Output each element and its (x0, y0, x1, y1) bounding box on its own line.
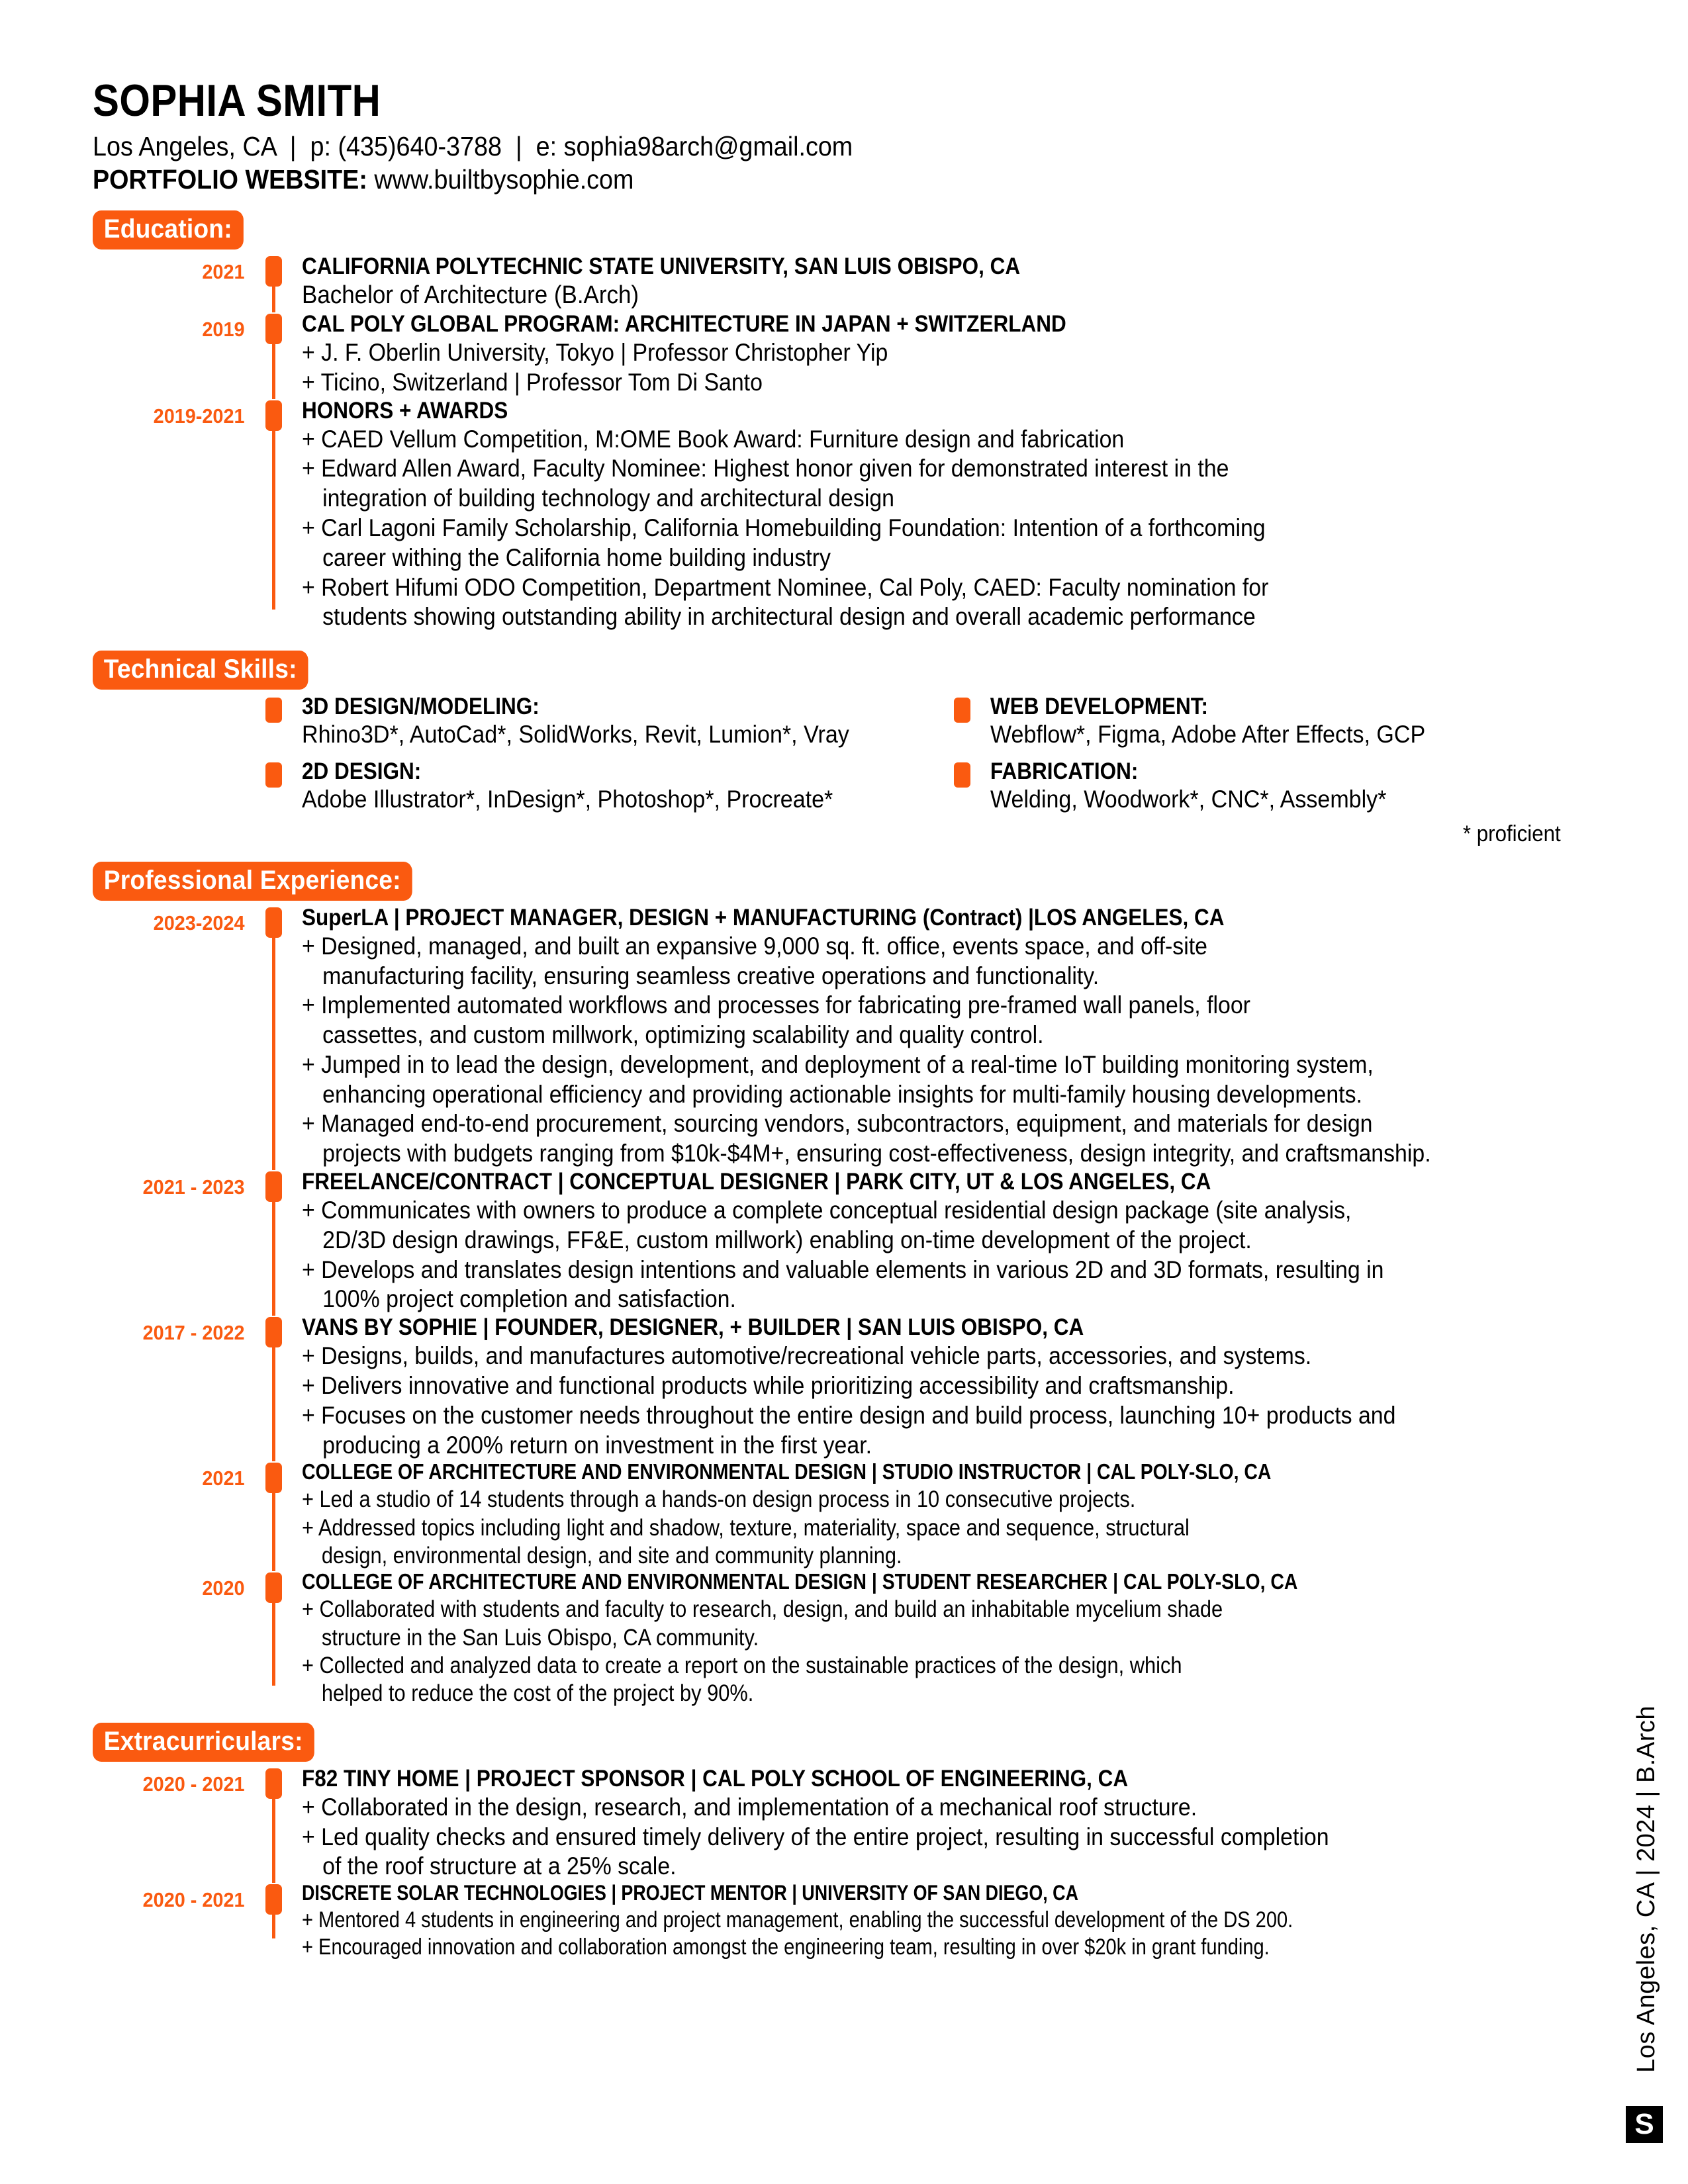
experience-entry (93, 1570, 1589, 1707)
timeline-square-marker-icon (265, 1171, 282, 1202)
timeline-marker-column (258, 1766, 289, 1882)
timeline-marker-column (258, 1570, 289, 1707)
extracurricular-title: F82 TINY HOME | PROJECT SPONSOR | CAL POLY SCHOOL OF ENGINEERING, CA (302, 1765, 1129, 1792)
skill-text-block (289, 694, 897, 749)
extracurricular-date: 2020 - 2021 (142, 1888, 245, 1912)
timeline-connector-line (272, 907, 275, 1170)
skill-category-heading: FABRICATION: (990, 758, 1139, 785)
bullet-line-primary: + Communicates with owners to produce a complete conceptual residential design package (site analysis, (302, 1197, 1352, 1224)
experience-bullet (302, 1514, 1434, 1570)
bullet-line-continued: producing a 200% return on investment in the first year. (322, 1431, 872, 1459)
experience-title: COLLEGE OF ARCHITECTURE AND ENVIRONMENTAL DESIGN | STUDENT RESEARCHER | CAL POLY-SLO, CA (302, 1569, 1298, 1594)
experience-bullet-list (302, 932, 1589, 1169)
bullet-line-primary: + Ticino, Switzerland | Professor Tom Di Santo (302, 368, 763, 396)
bullet-line-primary: + Robert Hifumi ODO Competition, Department Nominee, Cal Poly, CAED: Faculty nomination for (302, 573, 1269, 601)
experience-body (289, 1460, 1589, 1570)
section-education (93, 210, 1589, 250)
skills-footnote: * proficient (1462, 821, 1561, 846)
education-date: 2021 (202, 260, 245, 284)
experience-body (289, 1570, 1589, 1707)
skill-text-block (289, 758, 879, 814)
section-professional-experience (93, 862, 1589, 901)
experience-entry (93, 1169, 1589, 1314)
skill-text-block (977, 758, 1421, 814)
experience-title: VANS BY SOPHIE | FOUNDER, DESIGNER, + BUILDER | SAN LUIS OBISPO, CA (302, 1314, 1084, 1341)
bullet-line-primary: + Focuses on the customer needs throughout the entire design and build process, launching 10+ products and (302, 1401, 1396, 1429)
bullet-line-primary: + Led a studio of 14 students through a hands-on design process in 10 consecutive projects. (302, 1486, 1136, 1513)
timeline-square-marker-icon (265, 1317, 282, 1347)
extracurricular-entry (93, 1766, 1589, 1882)
bullet-line-primary: + Collaborated in the design, research, and implementation of a mechanical roof structure. (302, 1793, 1197, 1821)
experience-bullet (302, 1486, 1434, 1514)
bullet-line-continued: of the roof structure at a 25% scale. (322, 1852, 677, 1880)
timeline-square-marker-icon (265, 314, 282, 344)
education-entry (93, 253, 1589, 311)
experience-bullet (302, 1652, 1434, 1708)
skill-square-marker-icon (947, 694, 977, 749)
bullet-line-continued: integration of building technology and architectural design (322, 484, 894, 512)
extracurricular-bullet (302, 1793, 1479, 1823)
experience-bullet (302, 991, 1479, 1050)
education-body (289, 311, 1589, 398)
education-title: CAL POLY GLOBAL PROGRAM: ARCHITECTURE IN JAPAN + SWITZERLAND (302, 310, 1066, 337)
bullet-line-primary: + J. F. Oberlin University, Tokyo | Professor Christopher Yip (302, 339, 888, 366)
skills-column-right (947, 694, 1635, 824)
bullet-line-primary: + Implemented automated workflows and processes for fabricating pre-framed wall panels, floor (302, 991, 1250, 1019)
experience-date: 2023-2024 (153, 911, 245, 934)
timeline-square-marker-icon (265, 1572, 282, 1603)
signature-logo-icon: S (1626, 2106, 1663, 2143)
experience-bullet (302, 1401, 1479, 1461)
education-bullet (302, 573, 1479, 633)
extracurriculars-list (93, 1766, 1589, 1962)
extracurricular-date: 2020 - 2021 (142, 1772, 245, 1796)
extracurricular-body (289, 1766, 1589, 1882)
education-bullet (302, 514, 1479, 573)
timeline-connector-line (272, 400, 275, 610)
skill-category-heading: 2D DESIGN: (302, 758, 422, 785)
extracurricular-bullet-list (302, 1793, 1589, 1882)
skill-group-left (258, 758, 947, 814)
education-bullet-list (302, 338, 1589, 398)
bullet-line-primary: + Collected and analyzed data to create a report on the sustainable practices of the design, which (302, 1653, 1182, 1679)
extracurricular-bullet (302, 1934, 1402, 1961)
skill-square-marker-icon (258, 694, 289, 749)
skill-category-heading: WEB DEVELOPMENT: (990, 694, 1209, 720)
header (93, 75, 1589, 196)
education-bullet (302, 425, 1479, 455)
portfolio-url[interactable]: www.builtbysophie.com (367, 164, 634, 195)
experience-date: 2017 - 2022 (142, 1321, 245, 1345)
extracurricular-bullet (302, 1823, 1479, 1882)
skill-category-heading: 3D DESIGN/MODELING: (302, 694, 539, 720)
timeline-square-marker-icon (265, 1463, 282, 1493)
bullet-line-primary: + Jumped in to lead the design, development, and deployment of a real-time IoT building monitoring system, (302, 1050, 1374, 1078)
bullet-line-continued: career withing the California home building industry (322, 543, 831, 571)
timeline-marker-column (258, 905, 289, 1169)
section-label-technical-skills: Technical Skills: (93, 651, 308, 690)
timeline-marker-column (258, 311, 289, 398)
education-entry (93, 398, 1589, 633)
bullet-line-continued: structure in the San Luis Obispo, CA community. (321, 1624, 759, 1651)
experience-bullet (302, 1196, 1479, 1255)
experience-bullet-list (302, 1342, 1589, 1460)
skill-group-right (947, 758, 1635, 814)
experience-title: COLLEGE OF ARCHITECTURE AND ENVIRONMENTAL DESIGN | STUDIO INSTRUCTOR | CAL POLY-SLO, CA (302, 1459, 1272, 1484)
bullet-line-primary: + CAED Vellum Competition, M:OME Book Award: Furniture design and fabrication (302, 425, 1125, 453)
bullet-line-primary: + Led quality checks and ensured timely delivery of the entire project, resulting in successful completion (302, 1823, 1329, 1850)
timeline-marker-column (258, 1169, 289, 1314)
bullet-line-continued: 100% project completion and satisfaction. (322, 1285, 736, 1313)
education-list (93, 253, 1589, 632)
portfolio-label: PORTFOLIO WEBSITE: (93, 164, 367, 195)
timeline-marker-column (258, 1882, 289, 1961)
contact-line: Los Angeles, CA | p: (435)640-3788 | e: sophia98arch@gmail.com (93, 131, 853, 161)
experience-entry (93, 905, 1589, 1169)
timeline-square-marker-icon (265, 907, 282, 938)
skill-item-list: Adobe Illustrator*, InDesign*, Photoshop*, Procreate* (302, 786, 833, 813)
experience-bullet-list (302, 1196, 1589, 1314)
skill-text-block (977, 694, 1463, 749)
education-bullet-list (302, 425, 1589, 632)
timeline-marker-column (258, 253, 289, 311)
extracurricular-body (289, 1882, 1589, 1961)
experience-date: 2020 (202, 1576, 245, 1600)
bullet-line-continued: 2D/3D design drawings, FF&E, custom millwork) enabling on-time development of the project. (322, 1226, 1252, 1253)
skill-square-marker-icon (258, 758, 289, 814)
bullet-line-primary: + Develops and translates design intentions and valuable elements in various 2D and 3D formats, resulting in (302, 1255, 1384, 1283)
experience-body (289, 1169, 1589, 1314)
skill-group-left (258, 694, 947, 749)
portfolio-line (93, 163, 1469, 196)
timeline-square-marker-icon (265, 256, 282, 287)
bullet-line-continued: students showing outstanding ability in architectural design and overall academic performance (322, 603, 1256, 631)
bullet-line-primary: + Delivers innovative and functional products while prioritizing accessibility and craftsmanship. (302, 1372, 1235, 1400)
experience-bullet (302, 1109, 1479, 1169)
experience-body (289, 1314, 1589, 1460)
section-extracurriculars (93, 1723, 1589, 1762)
experience-bullet-list (302, 1596, 1589, 1707)
bullet-line-primary: + Edward Allen Award, Faculty Nominee: Highest honor given for demonstrated interest in the (302, 455, 1229, 482)
education-subtitle: Bachelor of Architecture (B.Arch) (302, 281, 639, 310)
education-title: HONORS + AWARDS (302, 397, 508, 424)
experience-date: 2021 (202, 1467, 245, 1490)
timeline-marker-column (258, 398, 289, 633)
experience-bullet (302, 1050, 1479, 1110)
bullet-line-continued: enhancing operational efficiency and providing actionable insights for multi-family housing developments. (322, 1080, 1362, 1108)
bullet-line-continued: design, environmental design, and site and community planning. (321, 1543, 902, 1569)
skills-column-left (258, 694, 947, 824)
extracurricular-entry (93, 1882, 1589, 1961)
experience-bullet-list (302, 1486, 1589, 1570)
experience-bullet (302, 1342, 1479, 1371)
education-title: CALIFORNIA POLYTECHNIC STATE UNIVERSITY, SAN LUIS OBISPO, CA (302, 253, 1021, 280)
education-date: 2019-2021 (153, 404, 245, 428)
experience-entry (93, 1314, 1589, 1460)
timeline-square-marker-icon (265, 400, 282, 431)
section-label-professional-experience: Professional Experience: (93, 862, 412, 901)
education-bullet (302, 454, 1479, 514)
skill-item-list: Webflow*, Figma, Adobe After Effects, GCP (990, 720, 1426, 748)
sidebar-vertical-caption: Los Angeles, CA | 2024 | B.Arch (1632, 1706, 1660, 2073)
experience-date: 2021 - 2023 (142, 1175, 245, 1199)
timeline-square-marker-icon (265, 1884, 282, 1915)
experience-bullet (302, 1596, 1434, 1652)
bullet-line-primary: + Collaborated with students and faculty to research, design, and build an inhabitable mycelium shade (302, 1596, 1223, 1623)
experience-bullet (302, 932, 1479, 991)
section-technical-skills (93, 651, 1589, 690)
skill-item-list: Rhino3D*, AutoCad*, SolidWorks, Revit, Lumion*, Vray (302, 720, 849, 748)
skill-group-right (947, 694, 1635, 749)
education-date: 2019 (202, 317, 245, 341)
bullet-line-primary: + Mentored 4 students in engineering and project management, enabling the successful development of the DS 200. (302, 1907, 1293, 1933)
experience-body (289, 905, 1589, 1169)
bullet-line-continued: helped to reduce the cost of the project by 90%. (321, 1680, 754, 1707)
timeline-marker-column (258, 1460, 289, 1570)
section-label-education: Education: (93, 210, 244, 250)
section-label-extracurriculars: Extracurriculars: (93, 1723, 314, 1762)
education-bullet (302, 368, 1479, 398)
experience-list (93, 905, 1589, 1708)
education-bullet (302, 338, 1479, 368)
education-body (289, 398, 1589, 633)
experience-title: SuperLA | PROJECT MANAGER, DESIGN + MANUFACTURING (Contract) |LOS ANGELES, CA (302, 904, 1225, 931)
bullet-line-continued: manufacturing facility, ensuring seamless creative operations and functionality. (322, 962, 1100, 989)
skill-item-list: Welding, Woodwork*, CNC*, Assembly* (990, 786, 1387, 813)
bullet-line-primary: + Designs, builds, and manufactures automotive/recreational vehicle parts, accessories, and systems. (302, 1342, 1312, 1370)
bullet-line-primary: + Carl Lagoni Family Scholarship, California Homebuilding Foundation: Intention of a forthcoming (302, 514, 1266, 542)
bullet-line-primary: + Addressed topics including light and shadow, texture, materiality, space and sequence, structural (302, 1514, 1190, 1541)
education-entry (93, 311, 1589, 398)
skill-square-marker-icon (947, 758, 977, 814)
bullet-line-continued: cassettes, and custom millwork, optimizing scalability and quality control. (322, 1021, 1044, 1049)
extracurricular-title: DISCRETE SOLAR TECHNOLOGIES | PROJECT MENTOR | UNIVERSITY OF SAN DIEGO, CA (302, 1881, 1078, 1905)
bullet-line-primary: + Designed, managed, and built an expansive 9,000 sq. ft. office, events space, and off-site (302, 932, 1207, 960)
bullet-line-primary: + Managed end-to-end procurement, sourcing vendors, subcontractors, equipment, and materials for design (302, 1110, 1373, 1138)
bullet-line-primary: + Encouraged innovation and collaboration amongst the engineering team, resulting in over $20k in grant funding. (302, 1934, 1270, 1960)
timeline-square-marker-icon (265, 1768, 282, 1799)
page-title: SOPHIA SMITH (93, 75, 381, 126)
experience-title: FREELANCE/CONTRACT | CONCEPTUAL DESIGNER | PARK CITY, UT & LOS ANGELES, CA (302, 1168, 1211, 1195)
experience-bullet (302, 1255, 1479, 1315)
experience-entry (93, 1460, 1589, 1570)
skills-grid (93, 694, 1589, 824)
extracurricular-bullet-list (302, 1907, 1589, 1961)
timeline-marker-column (258, 1314, 289, 1460)
extracurricular-bullet (302, 1907, 1402, 1934)
education-body (289, 253, 1589, 311)
experience-bullet (302, 1371, 1479, 1401)
bullet-line-continued: projects with budgets ranging from $10k-$4M+, ensuring cost-effectiveness, design integrity, and craftsmanship. (322, 1140, 1431, 1167)
